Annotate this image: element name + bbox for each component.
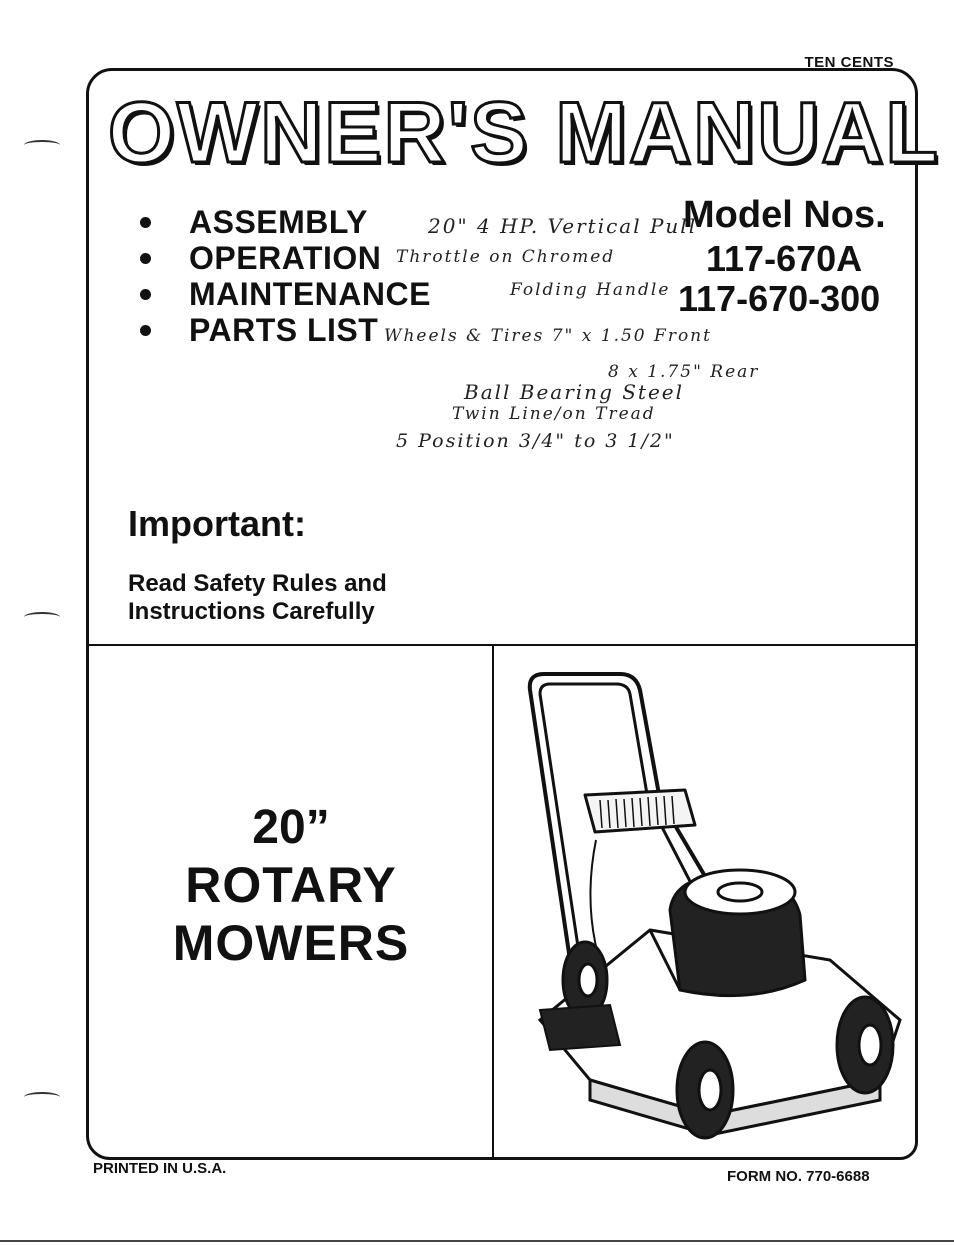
margin-hole-mark bbox=[24, 140, 60, 150]
product-line-2: MOWERS bbox=[172, 915, 410, 971]
margin-hole-mark bbox=[24, 1092, 60, 1102]
handwritten-note-throttle: Throttle on Chromed bbox=[396, 247, 616, 267]
section-divider-vertical bbox=[492, 645, 494, 1157]
section-divider-horizontal bbox=[89, 644, 915, 646]
safety-line-1: Read Safety Rules and bbox=[128, 570, 387, 597]
important-heading: Important: bbox=[128, 503, 306, 544]
form-number: FORM NO. 770-6688 bbox=[727, 1168, 870, 1185]
product-title bbox=[90, 800, 492, 972]
contents-item-maintenance: MAINTENANCE bbox=[140, 276, 431, 312]
bullet-icon bbox=[140, 253, 151, 264]
contents-item-assembly: ASSEMBLY bbox=[140, 204, 431, 240]
page-edge-line bbox=[0, 1240, 954, 1242]
handwritten-note-tread: Twin Line/on Tread bbox=[452, 404, 656, 424]
bullet-icon bbox=[140, 217, 151, 228]
lawn-mower-illustration bbox=[500, 660, 905, 1150]
model-number-1: 117-670A bbox=[706, 238, 863, 279]
handwritten-note-position: 5 Position 3/4" to 3 1/2" bbox=[396, 430, 675, 452]
product-size: 20” bbox=[252, 801, 330, 854]
contents-item-operation: OPERATION bbox=[140, 240, 431, 276]
safety-notice bbox=[128, 570, 387, 626]
safety-line-2: Instructions Carefully bbox=[128, 598, 375, 625]
contents-item-parts-list: PARTS LIST bbox=[140, 312, 431, 348]
bullet-icon bbox=[140, 325, 151, 336]
model-heading: Model Nos. bbox=[683, 194, 886, 236]
handwritten-note-bearing: Ball Bearing Steel bbox=[464, 380, 685, 404]
price-label: TEN CENTS bbox=[804, 54, 894, 71]
product-line-1: ROTARY bbox=[185, 857, 397, 913]
handwritten-note-engine: 20" 4 HP. Vertical Pull bbox=[428, 214, 698, 238]
handwritten-note-handle: Folding Handle bbox=[510, 280, 671, 300]
model-number-2: 117-670-300 bbox=[678, 278, 881, 319]
bullet-icon bbox=[140, 289, 151, 300]
printed-in-label: PRINTED IN U.S.A. bbox=[93, 1160, 227, 1177]
manual-title: OWNER'S MANUAL bbox=[108, 85, 940, 181]
handwritten-note-rear: 8 x 1.75" Rear bbox=[608, 362, 760, 382]
handwritten-note-wheels: Wheels & Tires 7" x 1.50 Front bbox=[384, 326, 712, 346]
margin-hole-mark bbox=[24, 612, 60, 622]
